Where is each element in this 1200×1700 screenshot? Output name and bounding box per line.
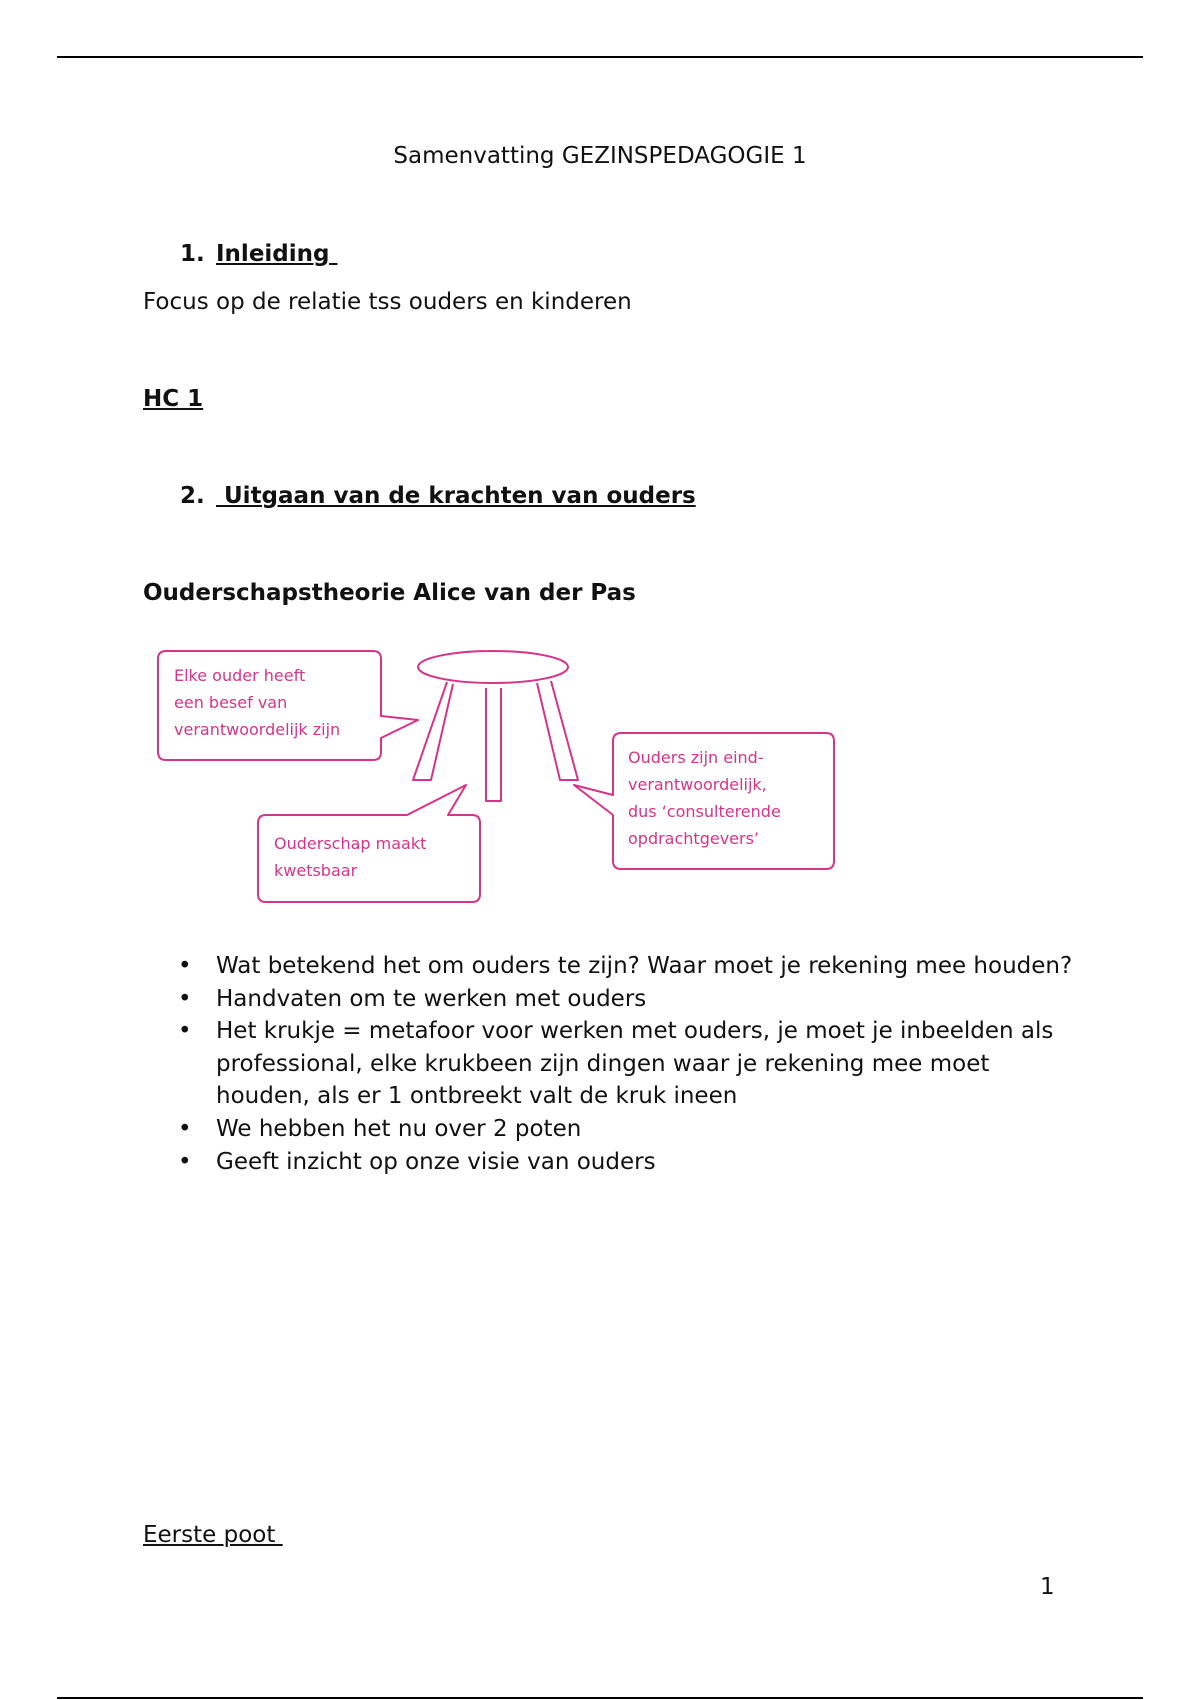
bullet-item (178, 950, 1078, 983)
bullet-list (178, 950, 1078, 1178)
heading-number: 2. (180, 483, 205, 509)
bullet-item (178, 1113, 1078, 1146)
bubble-left-line: Elke ouder heeft (174, 666, 306, 685)
intro-text: Focus op de relatie tss ouders en kinderen (143, 289, 632, 315)
top-rule (57, 56, 1143, 58)
bullet-text: Wat betekend het om ouders te zijn? Waar moet je rekening mee houden? (216, 953, 1073, 979)
heading-text: Inleiding (216, 241, 338, 267)
theory-heading: Ouderschapstheorie Alice van der Pas (143, 580, 636, 606)
stool-seat (418, 651, 568, 683)
bullet-text: We hebben het nu over 2 poten (216, 1115, 582, 1142)
stool-leg-left (413, 682, 453, 780)
bubble-bottom-line: kwetsbaar (274, 861, 358, 880)
bullet-dot: • (178, 953, 192, 979)
bullet-text: Handvaten om te werken met ouders (216, 985, 647, 1012)
stool-diagram (150, 645, 850, 905)
heading-krachten (180, 483, 880, 513)
stool-leg-right (537, 681, 578, 780)
heading-number: 1. (180, 241, 205, 267)
bullet-dot: • (178, 1018, 192, 1045)
bubble-left-line: verantwoordelijk zijn (174, 720, 341, 739)
stool-leg-middle (486, 688, 501, 801)
page-number: 1 (1040, 1574, 1055, 1600)
bubble-right-line: opdrachtgevers’ (628, 829, 760, 848)
bullet-dot: • (178, 1115, 192, 1142)
bullet-item (178, 983, 1078, 1016)
document-title: Samenvatting GEZINSPEDAGOGIE 1 (393, 143, 807, 169)
bullet-item (178, 1015, 1078, 1113)
bubble-right-line: Ouders zijn eind- (628, 748, 764, 767)
bottom-rule (57, 1697, 1143, 1699)
heading-text: Uitgaan van de krachten van ouders (216, 483, 696, 509)
bubble-right-line: verantwoordelijk, (628, 775, 767, 794)
bullet-dot: • (178, 985, 192, 1012)
bullet-text: Het krukje = metafoor voor werken met ouders, je moet je inbeelden als professional, elke krukbeen zijn dingen waar je rekening mee moet houden, als er 1 ontbreekt valt de kruk ineen (216, 1018, 1054, 1110)
bubble-right-line: dus ‘consulterende (628, 802, 781, 821)
bubble-bottom-line: Ouderschap maakt (274, 834, 427, 853)
heading-inleiding (180, 241, 580, 271)
eerste-poot-heading: Eerste poot (143, 1522, 283, 1548)
bullet-text: Geeft inzicht op onze visie van ouders (216, 1148, 656, 1175)
bullet-item (178, 1146, 1078, 1179)
hc1-label: HC 1 (143, 386, 204, 412)
bullet-dot: • (178, 1148, 192, 1175)
bubble-left-line: een besef van (174, 693, 288, 712)
